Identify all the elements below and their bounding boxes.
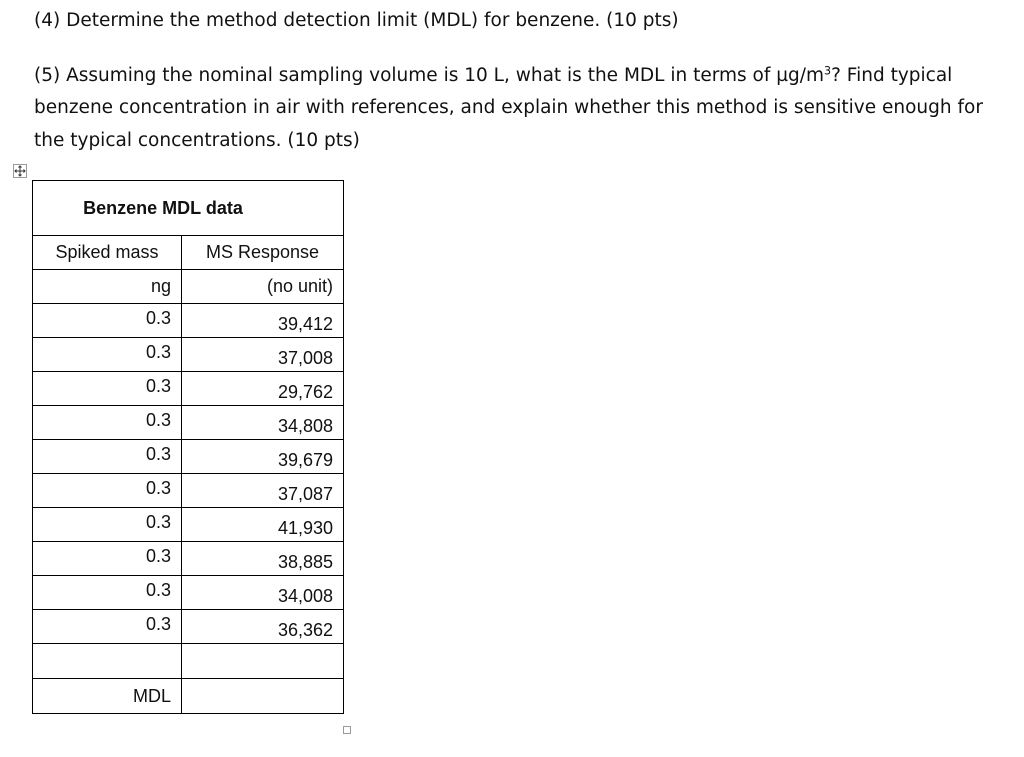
ms-response-cell: 34,808	[182, 406, 344, 440]
spiked-mass-cell: 0.3	[33, 338, 182, 372]
ms-response-cell: 41,930	[182, 508, 344, 542]
ms-response-cell: 37,008	[182, 338, 344, 372]
ms-response-cell: 36,362	[182, 610, 344, 644]
table-row	[33, 474, 344, 508]
unit-ms-response: (no unit)	[182, 270, 344, 304]
question-4: (4) Determine the method detection limit (MDL) for benzene. (10 pts)	[34, 10, 679, 31]
table-move-handle-icon[interactable]	[13, 164, 27, 178]
mdl-row	[33, 679, 344, 714]
table-row	[33, 542, 344, 576]
table-row	[33, 576, 344, 610]
table-row	[33, 440, 344, 474]
spiked-mass-cell: 0.3	[33, 542, 182, 576]
table-row	[33, 338, 344, 372]
table-resize-handle-icon[interactable]	[343, 726, 351, 734]
spiked-mass-cell: 0.3	[33, 304, 182, 338]
ms-response-cell: 38,885	[182, 542, 344, 576]
table-title: Benzene MDL data	[33, 181, 344, 236]
spiked-mass-cell: 0.3	[33, 508, 182, 542]
spiked-mass-cell: 0.3	[33, 372, 182, 406]
superscript-3: 3	[824, 64, 832, 78]
unit-spiked-mass: ng	[33, 270, 182, 304]
spiked-mass-cell: 0.3	[33, 576, 182, 610]
ms-response-cell: 29,762	[182, 372, 344, 406]
empty-cell[interactable]	[33, 644, 182, 679]
spiked-mass-cell: 0.3	[33, 406, 182, 440]
ms-response-cell: 39,679	[182, 440, 344, 474]
mdl-label: MDL	[33, 679, 182, 714]
question-5-line-1-text: (5) Assuming the nominal sampling volume is 10 L, what is the MDL in terms of µg/m	[34, 65, 825, 86]
table-row	[33, 406, 344, 440]
table-row	[33, 304, 344, 338]
spiked-mass-cell: 0.3	[33, 610, 182, 644]
mdl-answer-cell[interactable]	[182, 679, 344, 714]
empty-cell[interactable]	[182, 644, 344, 679]
blank-row	[33, 644, 344, 679]
question-5-line-1	[34, 59, 952, 92]
col-header-ms-response: MS Response	[182, 236, 344, 270]
col-header-spiked-mass: Spiked mass	[33, 236, 182, 270]
question-5-line-3: the typical concentrations. (10 pts)	[34, 130, 360, 151]
question-5-line-1-end: ? Find typical	[831, 65, 953, 86]
table-row	[33, 610, 344, 644]
ms-response-cell: 39,412	[182, 304, 344, 338]
spiked-mass-cell: 0.3	[33, 474, 182, 508]
table-row	[33, 372, 344, 406]
ms-response-cell: 34,008	[182, 576, 344, 610]
question-5-line-2: benzene concentration in air with references, and explain whether this method is sensitive enough for	[34, 97, 983, 118]
table-row	[33, 508, 344, 542]
spiked-mass-cell: 0.3	[33, 440, 182, 474]
benzene-mdl-table	[32, 180, 344, 714]
ms-response-cell: 37,087	[182, 474, 344, 508]
